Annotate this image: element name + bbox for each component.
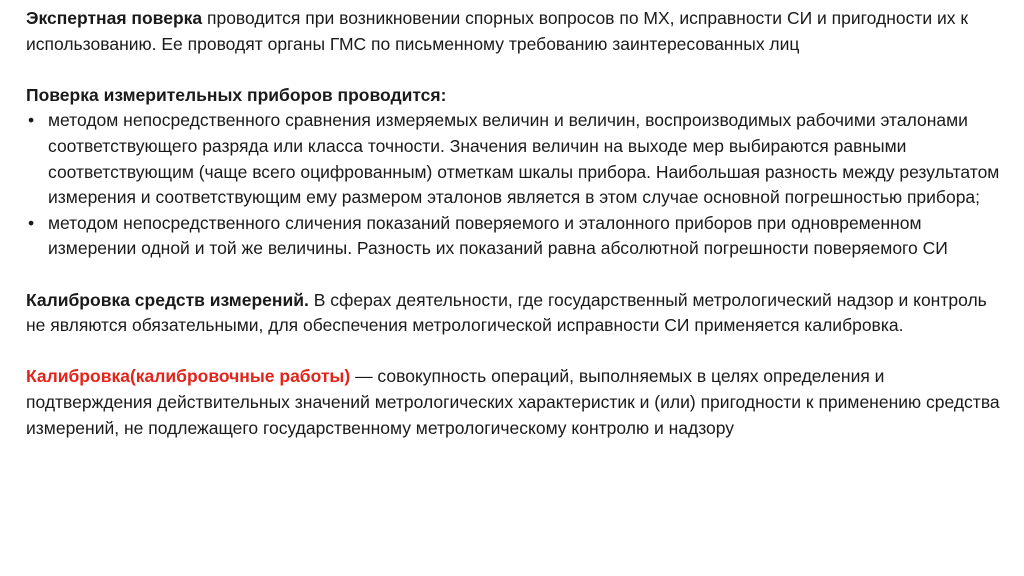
spacer [26, 262, 1006, 288]
bullet-icon: • [28, 110, 35, 131]
verification-methods-list [26, 108, 1006, 262]
expert-verification-paragraph [26, 6, 1006, 57]
spacer [26, 57, 1006, 83]
list-item-text: методом непосредственного сличения показаний поверяемого и эталонного приборов при одновременном измерении одной и той же величины. Разность их показаний равна абсолютной погрешности поверяемого СИ [48, 212, 948, 259]
calibration-definition-text: — совокупность операций, выполняемых в целях определения и подтверждения действительных значений метрологических характеристик и (или) пригодности к применению средства измерений, не подлежащего государственному метрологическому контролю и надзору [26, 366, 1000, 438]
calibration-definition-term: Калибровка(калибровочные работы) [26, 366, 351, 387]
list-item [26, 108, 1006, 210]
verification-methods-heading: Поверка измерительных приборов проводится: [26, 84, 447, 105]
calibration-paragraph [26, 288, 1006, 339]
slide-content [26, 6, 1006, 441]
list-item [26, 211, 1006, 262]
calibration-text: В сферах деятельности, где государственный метрологический надзор и контроль не являются обязательными, для обеспечения метрологической исправности СИ применяется калибровка. [26, 289, 987, 336]
bullet-icon: • [28, 212, 35, 233]
expert-verification-text: проводится при возникновении спорных вопросов по МХ, исправности СИ и пригодности их к использованию. Ее проводят органы ГМС по письменному требованию заинтересованных лиц [26, 8, 969, 54]
expert-verification-term: Экспертная поверка [26, 8, 203, 28]
calibration-term: Калибровка средств измерений. [26, 289, 309, 310]
list-item-text: методом непосредственного сравнения измеряемых величин и величин, воспроизводимых рабочими эталонами соответствующего разряда или класса точности. Значения величин на выходе мер выбираются равными соответствующим (чаще всего оцифрованным) отметкам шкалы прибора. Наибольшая разность между результатом измерения и соответствующим ему размером эталонов является в этом случае основной погрешностью прибора; [48, 110, 1000, 208]
spacer [26, 339, 1006, 365]
calibration-definition-paragraph [26, 364, 1006, 441]
